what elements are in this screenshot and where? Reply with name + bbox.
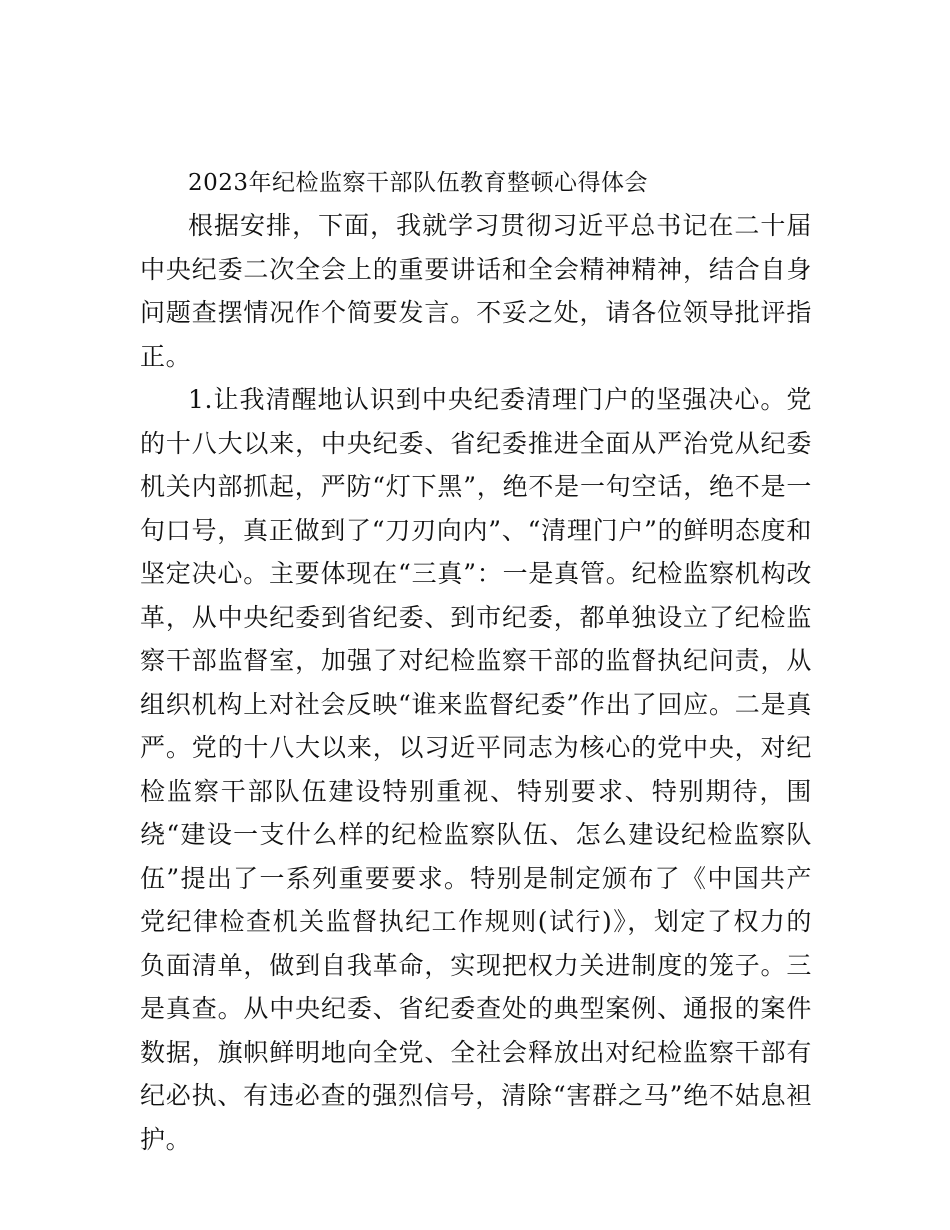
paragraph-intro: 根据安排，下面，我就学习贯彻习近平总书记在二十届中央纪委二次全会上的重要讲话和全会精神精神，结合自身问题查摆情况作个简要发言。不妥之处，请各位领导批评指正。 <box>140 211 812 371</box>
document-page <box>140 162 812 1161</box>
paragraph-point-1: 1.让我清醒地认识到中央纪委清理门户的坚强决心。党的十八大以来，中央纪委、省纪委推进全面从严治党从纪委机关内部抓起，严防“灯下黑”，绝不是一句空话，绝不是一句口号，真正做到了“刀刃向内”、“清理门户”的鲜明态度和坚定决心。主要体现在“三真”：一是真管。纪检监察机构改革，从中央纪委到省纪委、到市纪委，都单独设立了纪检监察干部监督室，加强了对纪检监察干部的监督执纪问责，从组织机构上对社会反映“谁来监督纪委”作出了回应。二是真严。党的十八大以来，以习近平同志为核心的党中央，对纪检监察干部队伍建设特别重视、特别要求、特别期待，围绕“建设一支什么样的纪检监察队伍、怎么建设纪检监察队伍”提出了一系列重要要求。特别是制定颁布了《中国共产党纪律检查机关监督执纪工作规则(试行)》，划定了权力的负面清单，做到自我革命，实现把权力关进制度的笼子。三是真查。从中央纪委、省纪委查处的典型案例、通报的案件数据，旗帜鲜明地向全党、全社会释放出对纪检监察干部有纪必执、有违必查的强烈信号，清除“害群之马”绝不姑息袒护。 <box>140 385 812 1154</box>
document-title: 2023年纪检监察干部队伍教育整顿心得体会 <box>188 170 649 196</box>
